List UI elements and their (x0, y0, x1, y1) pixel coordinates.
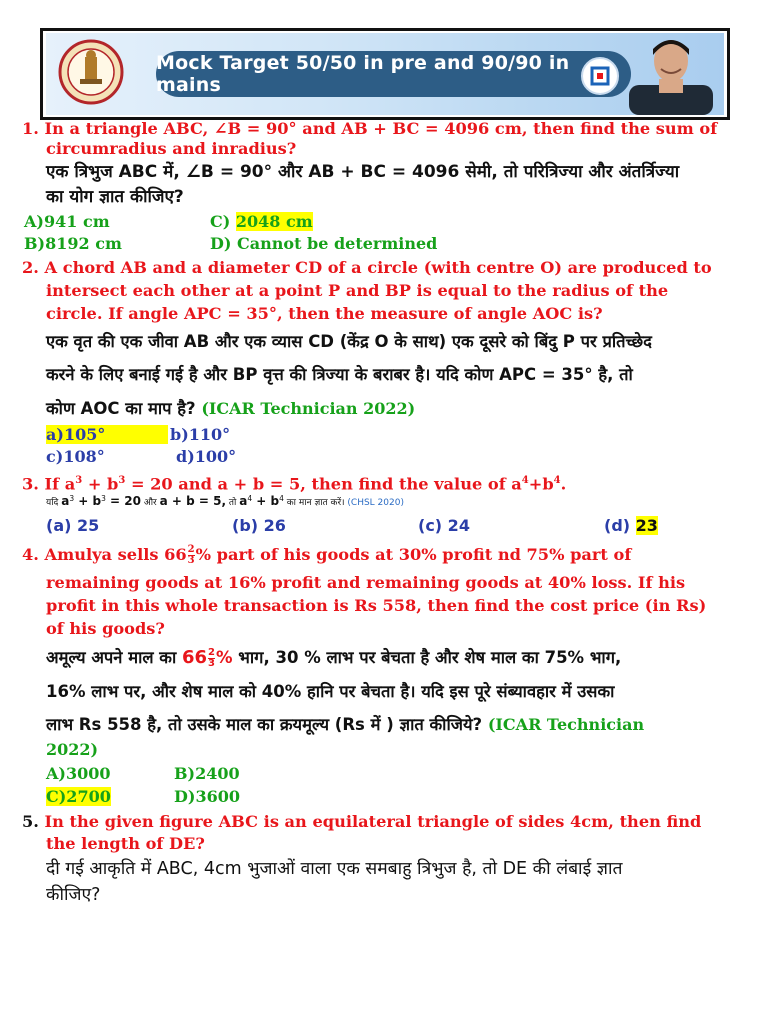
q5-en-line2: the length of DE? (46, 834, 205, 853)
q2-option-d[interactable]: d)100° (176, 447, 237, 466)
q4-option-b[interactable]: B)2400 (174, 764, 240, 783)
q5-hi-line1: दी गई आकृति में ABC, 4cm भुजाओं वाला एक समबाहु त्रिभुज है, तो DE की लंबाई ज्ञात (46, 859, 623, 879)
q4-source-tag-year: 2022) (46, 740, 99, 759)
q4-en-line4: of his goods? (46, 619, 165, 638)
q1-option-a[interactable]: A)941 cm (24, 212, 110, 231)
q2-number: 2. (22, 258, 39, 277)
presenter-photo (621, 33, 721, 115)
banner-title: Mock Target 50/50 in pre and 90/90 in mains (156, 51, 631, 97)
q4-text-line1: 4. Amulya sells 66 $\frac{2}{3}$ % part of his goods at 30% profit nd 75% part of (22, 544, 632, 566)
q2-option-c[interactable]: c)108° (46, 447, 105, 466)
q5-text-line1 (22, 810, 701, 833)
q1-en-line2: circumradius and inradius? (46, 139, 297, 158)
q4-hi-line3: लाभ Rs 558 है, तो उसके माल का क्रयमूल्य (Rs में ) ज्ञात कीजिये? (ICAR Technician (46, 715, 645, 734)
q3-option-d[interactable]: (d) 23 (604, 516, 658, 535)
q2-en-line3: circle. If angle APC = 35°, then the measure of angle AOC is? (46, 304, 603, 323)
q1-option-c[interactable]: C) 2048 cm (210, 212, 313, 231)
q2-option-a[interactable] (46, 425, 168, 444)
q2-en-line1: A chord AB and a diameter CD of a circle (with centre O) are produced to (44, 258, 712, 277)
q2-hi-line3: कोण AOC का माप है? (ICAR Technician 2022) (46, 399, 416, 418)
q4-option-c[interactable] (46, 787, 111, 806)
q2-source-tag: (ICAR Technician 2022) (201, 399, 416, 418)
q1-option-b[interactable]: B)8192 cm (24, 234, 122, 253)
ssc-emblem-icon (58, 39, 124, 105)
q2-hi-line1: एक वृत की एक जीवा AB और एक व्यास CD (केंद्र O के साथ) एक दूसरे को बिंदु P पर प्रतिच्छेद (46, 332, 652, 351)
q4-source-tag: (ICAR Technician (487, 715, 645, 734)
q1-answer-highlight: 2048 cm (235, 212, 313, 231)
q3-source-tag: (CHSL 2020) (347, 498, 404, 508)
q4-answer-highlight: C)2700 (46, 787, 111, 806)
q3-option-a[interactable]: (a) 25 (46, 516, 100, 535)
q3-hi-text: यदि $a^3 + b^3 = 20$ और a + b = 5, तो $a^4 + b^4$ का मान ज्ञात करें। (CHSL 2020) (46, 494, 404, 508)
q4-hi-line2: 16% लाभ पर, और शेष माल को 40% हानि पर बेचता है। यदि इस पूरे संब्यावहार में उसका (46, 682, 615, 701)
q3-text: 3. If $a^3 + b^3 = 20$ and a + b = 5, then find the value of $a^4+b^4$. (22, 474, 567, 494)
q3-answer-highlight: 23 (635, 516, 658, 535)
q4-option-a[interactable]: A)3000 (46, 764, 111, 783)
q1-en-line1: In a triangle ABC, ∠B = 90° and AB + BC = 4096 cm, then find the sum of (44, 119, 718, 138)
q3-option-c[interactable]: (c) 24 (418, 516, 470, 535)
q5-number: 5. (22, 812, 39, 831)
q1-option-d[interactable]: D) Cannot be determined (210, 234, 438, 253)
q4-en-line3: profit in this whole transaction is Rs 558, then find the cost price (in Rs) (46, 596, 707, 615)
brand-logo-icon (581, 57, 619, 95)
q1-number: 1. (22, 119, 39, 138)
q4-number: 4. (22, 545, 39, 564)
q4-en-line2: remaining goods at 16% profit and remaining goods at 40% loss. If his (46, 573, 686, 592)
q1-hi-line1: एक त्रिभुज ABC में, ∠B = 90° और AB + BC = 4096 सेमी, तो परित्रिज्या और अंतर्त्रिज्या (46, 162, 680, 182)
q1-hi-line2: का योग ज्ञात कीजिए? (46, 187, 184, 207)
banner (46, 33, 724, 115)
q2-hi-line2: करने के लिए बनाई गई है और BP वृत्त की त्रिज्या के बराबर है। यदि कोण APC = 35° है, तो (46, 365, 633, 384)
q3-number: 3. (22, 474, 39, 494)
q2-en-line2: intersect each other at a point P and BP is equal to the radius of the (46, 281, 669, 300)
q5-en-line1: In the given figure ABC is an equilateral triangle of sides 4cm, then find (44, 812, 702, 831)
q2-answer-highlight: a)105° (46, 425, 168, 444)
q4-hi-line1: अमूल्य अपने माल का 66 $\frac{2}{3}$ % भाग, 30 % लाभ पर बेचता है और शेष माल का 75% भाग, (46, 647, 622, 669)
q3-option-b[interactable]: (b) 26 (232, 516, 286, 535)
q2-option-b[interactable]: b)110° (170, 425, 231, 444)
q4-option-d[interactable]: D)3600 (174, 787, 240, 806)
q2-text-line1 (22, 256, 712, 279)
q5-hi-line2: कीजिए? (46, 885, 101, 905)
